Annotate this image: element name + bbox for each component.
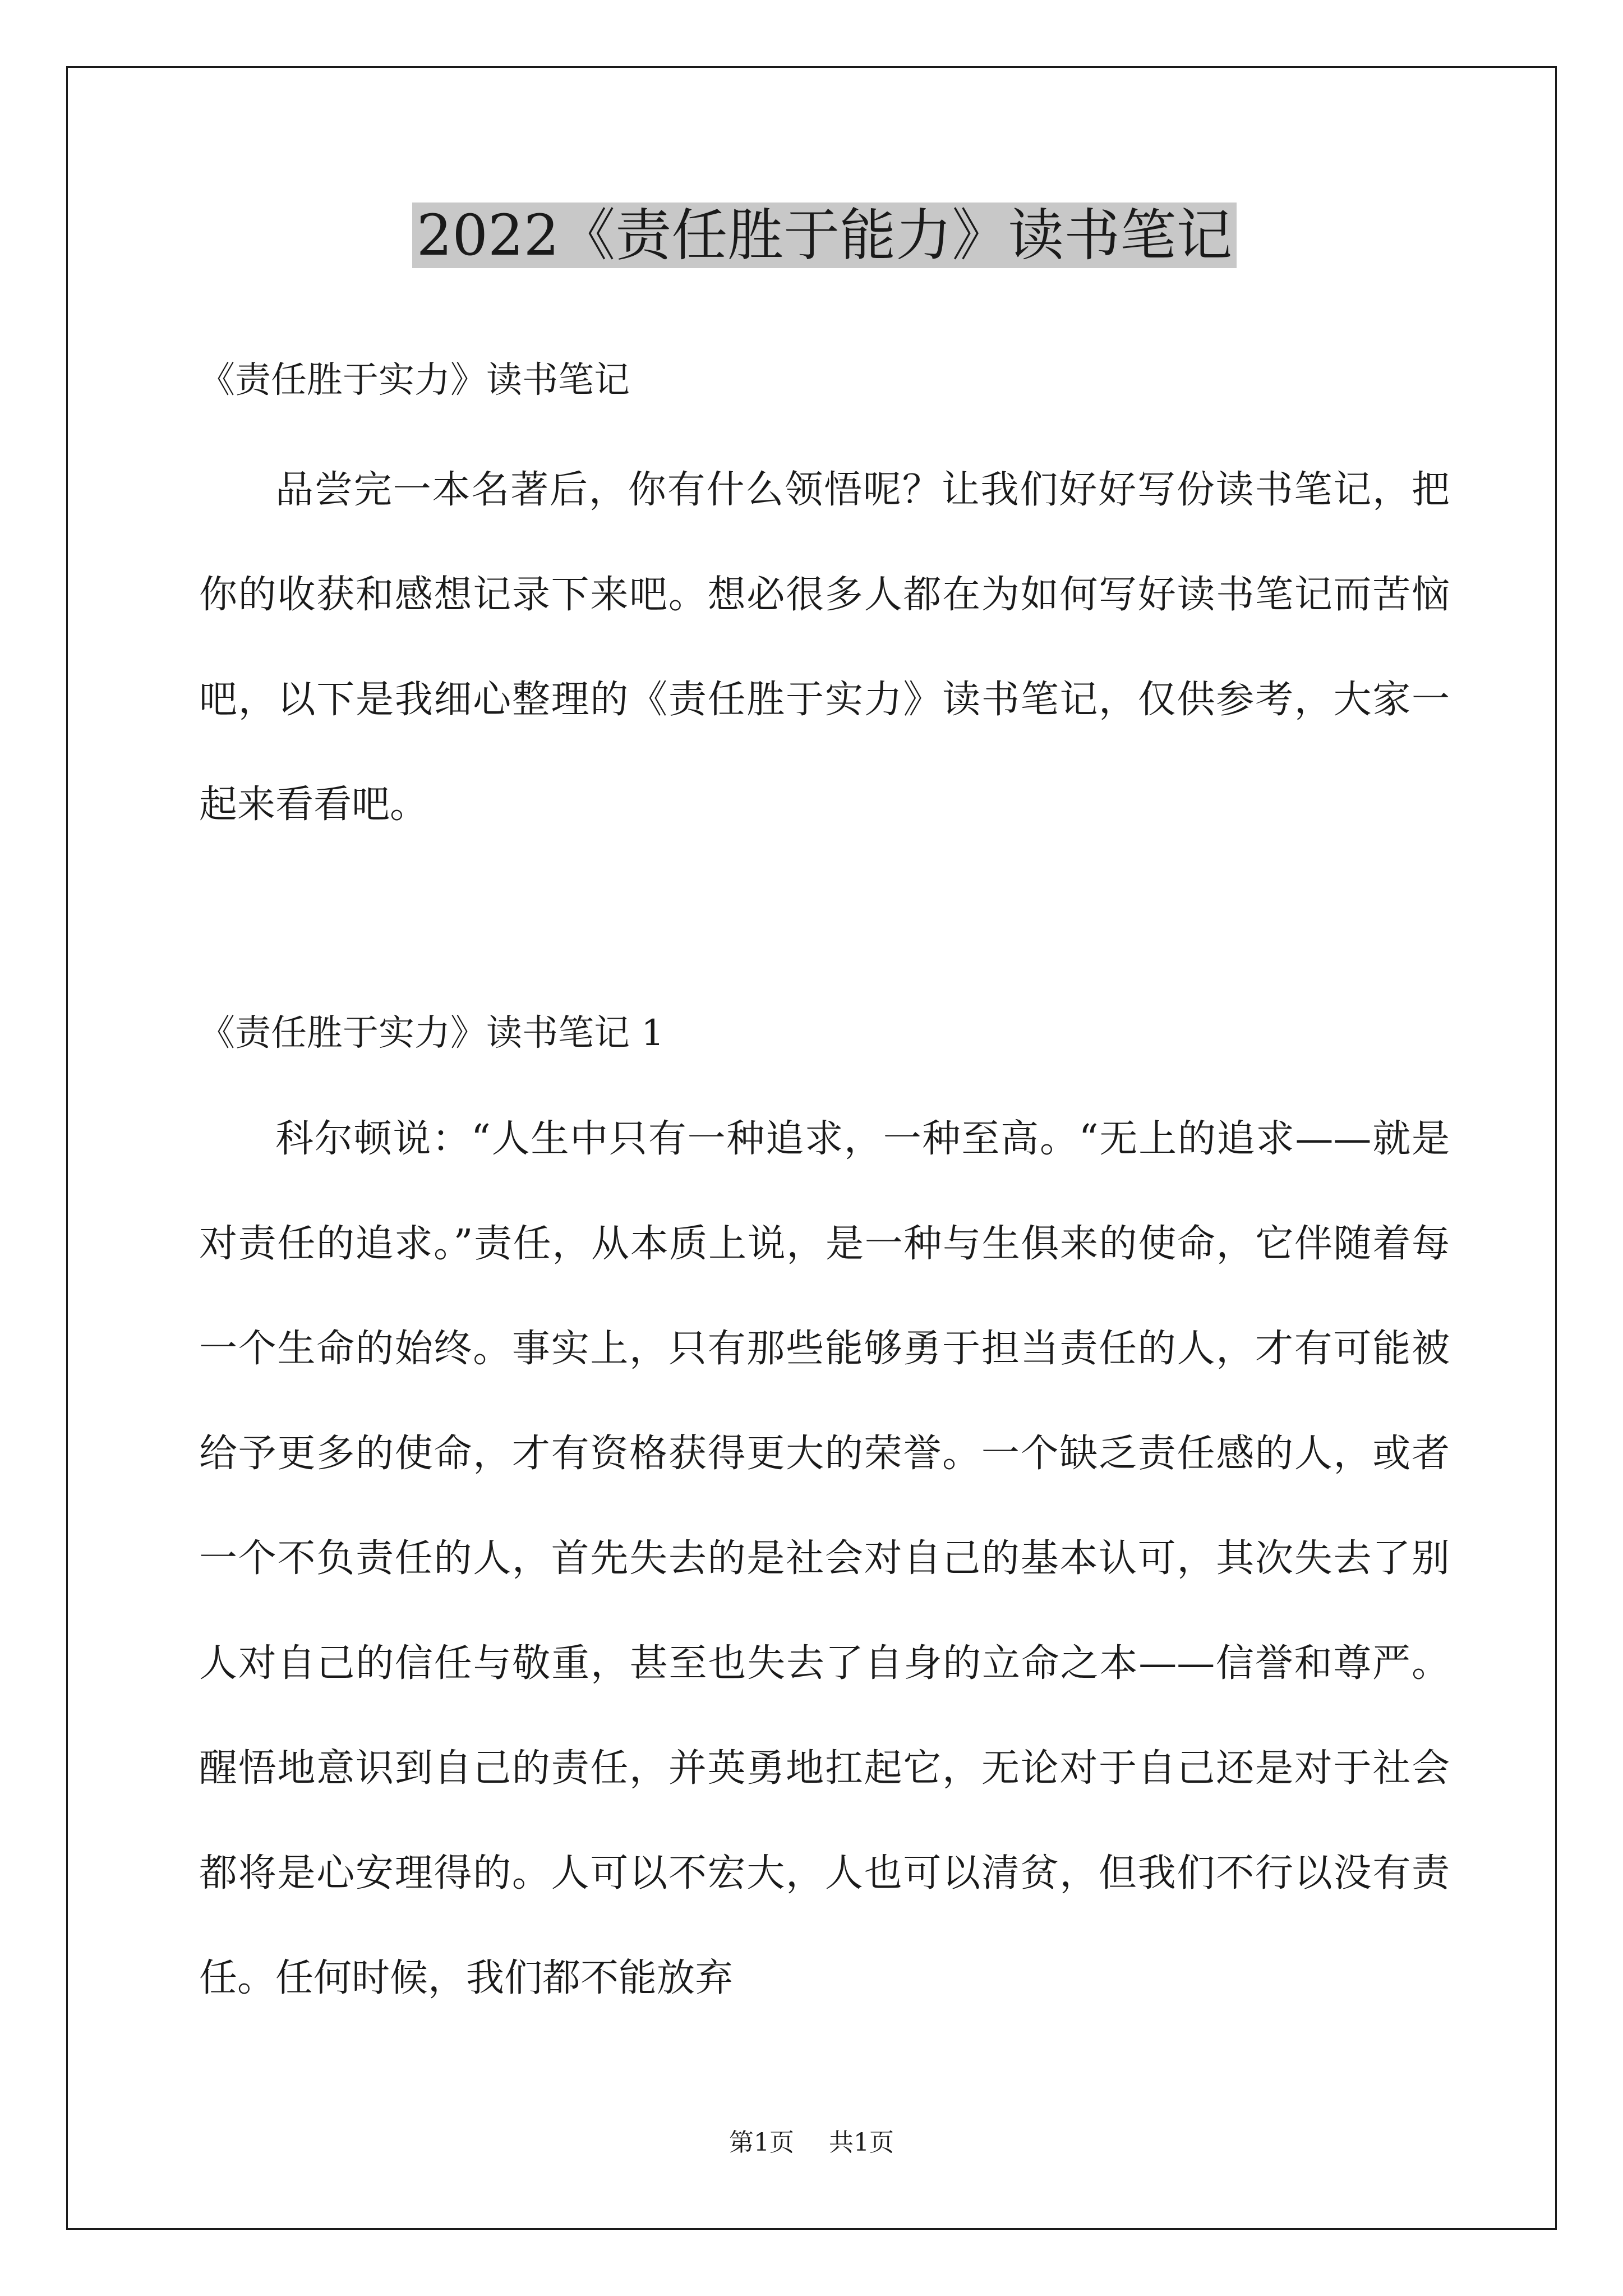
document-title-text: 2022《责任胜于能力》读书笔记 — [412, 203, 1237, 268]
page-total: 共1页 — [829, 2128, 894, 2157]
document-title — [199, 199, 1450, 272]
section1-heading: 《责任胜于实力》读书笔记 1 — [199, 1013, 665, 1054]
intro-heading: 《责任胜于实力》读书笔记 — [199, 360, 630, 401]
intro-paragraph: 品尝完一本名著后，你有什么领悟呢？让我们好好写份读书笔记，把你的收获和感想记录下来吧。想必很多人都在为如何写好读书笔记而苦恼吧，以下是我细心整理的《责任胜于实力》读书笔记，仅供参考，大家一起来看看吧。 — [199, 468, 1450, 827]
section1-paragraph: 科尔顿说：“人生中只有一种追求，一种至高。“无上的追求——就是对责任的追求。”责任，从本质上说，是一种与生俱来的使命，它伴随着每一个生命的始终。事实上，只有那些能够勇于担当责任的人，才有可能被给予更多的使命，才有资格获得更大的荣誉。一个缺乏责任感的人，或者一个不负责任的人，首先失去的是社会对自己的基本认可，其次失去了别人对自己的信任与敬重，甚至也失去了自身的立命之本——信誉和尊严。醒悟地意识到自己的责任，并英勇地扛起它，无论对于自己还是对于社会都将是心安理得的。人可以不宏大，人也可以清贫，但我们不行以没有责任。任何时候，我们都不能放弃 — [199, 1117, 1450, 2000]
page-footer — [0, 2126, 1623, 2160]
page-number: 第1页 — [729, 2128, 794, 2157]
